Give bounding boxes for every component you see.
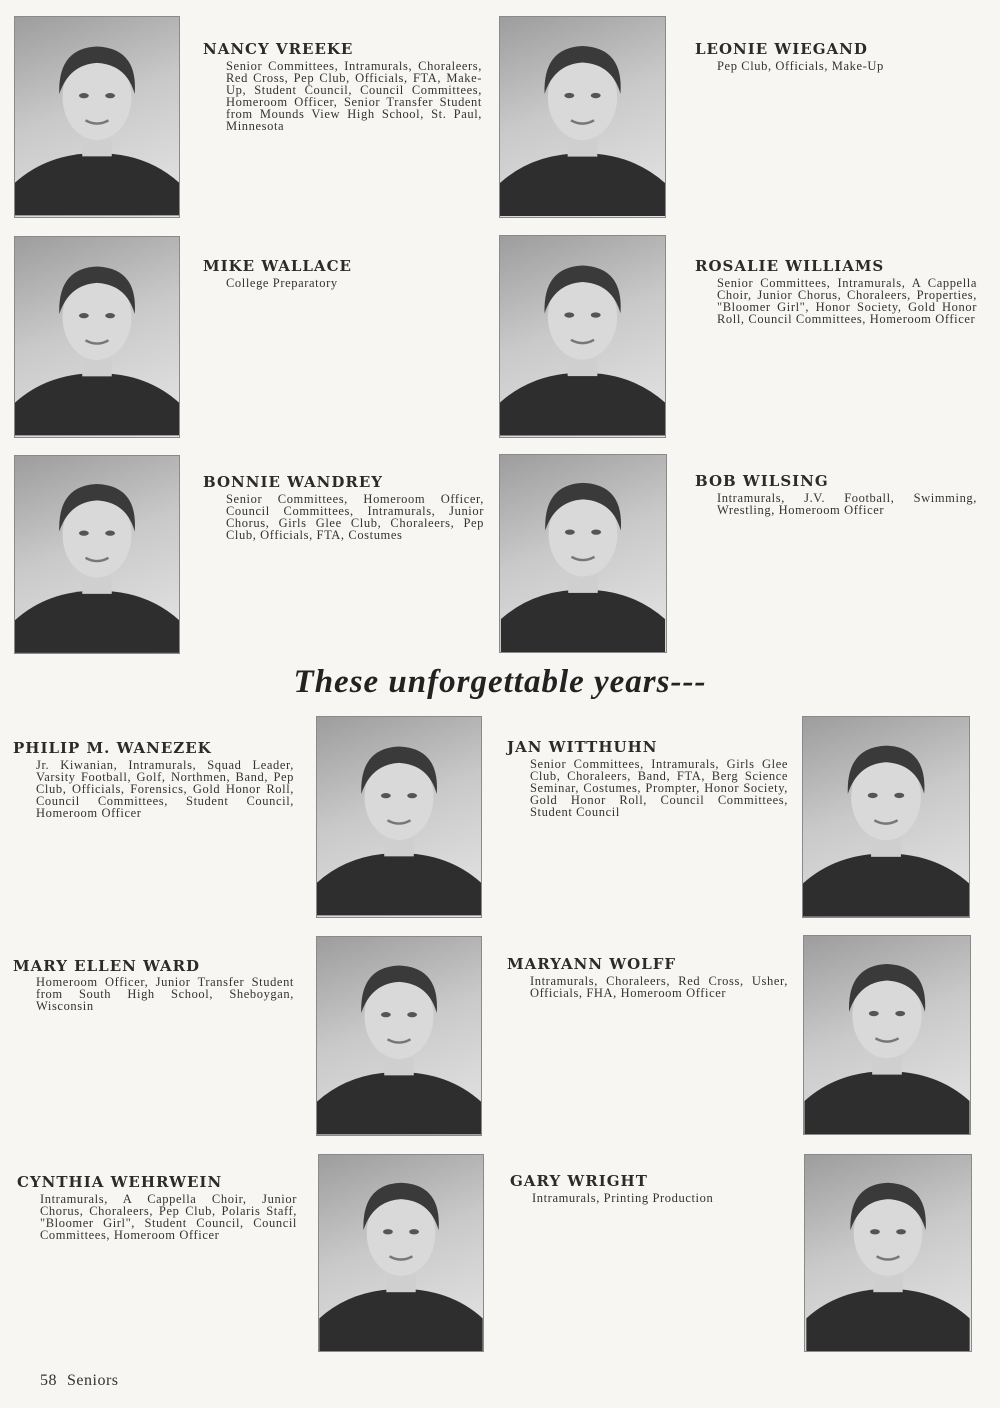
portrait-photo-jan-witthuhn	[802, 716, 970, 918]
portrait-icon	[804, 936, 970, 1134]
senior-name: CYNTHIA WEHRWEIN	[17, 1173, 223, 1191]
senior-name: BOB WILSING	[695, 472, 829, 490]
portrait-icon	[319, 1155, 483, 1351]
senior-activities: Senior Committees, Homeroom Officer, Council Committees, Intramurals, Junior Chorus, Girls Glee Club, Choraleers, Pep Club, Officials, FTA, Costumes	[226, 492, 484, 542]
senior-activities: Homeroom Officer, Junior Transfer Student from South High School, Sheboygan, Wisconsin	[36, 975, 294, 1013]
senior-activities: Senior Committees, Intramurals, Choraleers, Red Cross, Pep Club, Officials, FTA, Make-Up, Student Council, Council Committees, Homeroom Officer, Senior Transfer Student from Mounds View High School, St. Paul, Minnesota	[226, 59, 482, 133]
senior-name: ROSALIE WILLIAMS	[695, 257, 885, 275]
senior-name: LEONIE WIEGAND	[695, 40, 868, 58]
portrait-photo-leonie-wiegand	[499, 16, 666, 218]
portrait-icon	[15, 17, 179, 217]
portrait-photo-nancy-vreeke	[14, 16, 180, 218]
portrait-icon	[805, 1155, 971, 1351]
senior-name: PHILIP M. WANEZEK	[13, 739, 212, 757]
senior-activities: Jr. Kiwanian, Intramurals, Squad Leader, Varsity Football, Golf, Northmen, Band, Pep Club, Officials, Forensics, Gold Honor Roll, Council Committees, Student Council, Homeroom Officer	[36, 758, 294, 820]
senior-activities: Intramurals, A Cappella Choir, Junior Chorus, Choraleers, Pep Club, Polaris Staff, "Bloomer Girl", Student Council, Council Committees, Homeroom Officer	[40, 1192, 297, 1242]
senior-name: BONNIE WANDREY	[203, 473, 383, 491]
portrait-icon	[317, 937, 481, 1135]
senior-name: MARYANN WOLFF	[507, 955, 677, 973]
portrait-photo-rosalie-williams	[499, 235, 666, 438]
page-headline: These unforgettable years---	[293, 664, 707, 700]
portrait-photo-mike-wallace	[14, 236, 180, 438]
portrait-photo-bonnie-wandrey	[14, 455, 180, 654]
senior-activities: Intramurals, Choraleers, Red Cross, Usher, Officials, FHA, Homeroom Officer	[530, 974, 788, 1000]
senior-activities: College Preparatory	[226, 276, 338, 290]
senior-name: MARY ELLEN WARD	[13, 957, 201, 975]
senior-activities: Pep Club, Officials, Make-Up	[717, 59, 884, 73]
portrait-photo-mary-ellen-ward	[316, 936, 482, 1136]
senior-name: MIKE WALLACE	[203, 257, 352, 275]
portrait-photo-maryann-wolff	[803, 935, 971, 1135]
portrait-icon	[500, 17, 665, 217]
portrait-icon	[500, 236, 665, 437]
portrait-photo-gary-wright	[804, 1154, 972, 1352]
portrait-icon	[15, 237, 179, 437]
senior-name: JAN WITTHUHN	[507, 738, 658, 756]
portrait-photo-cynthia-wehrwein	[318, 1154, 484, 1352]
portrait-icon	[803, 717, 969, 917]
portrait-photo-bob-wilsing	[499, 454, 667, 653]
portrait-icon	[317, 717, 481, 917]
senior-activities: Intramurals, Printing Production	[532, 1191, 714, 1205]
page-footer	[40, 1372, 119, 1390]
senior-name: NANCY VREEKE	[203, 40, 354, 58]
senior-activities: Intramurals, J.V. Football, Swimming, Wrestling, Homeroom Officer	[717, 491, 977, 517]
portrait-photo-philip-wanezek	[316, 716, 482, 918]
portrait-icon	[15, 456, 179, 653]
portrait-icon	[500, 455, 666, 652]
page-number: 58	[40, 1372, 57, 1389]
senior-activities: Senior Committees, Intramurals, Girls Glee Club, Choraleers, Band, FTA, Berg Science Seminar, Costumes, Prompter, Honor Society, Gold Honor Roll, Council Committees, Student Council	[530, 757, 788, 819]
senior-activities: Senior Committees, Intramurals, A Cappella Choir, Junior Chorus, Choraleers, Properties, "Bloomer Girl", Honor Society, Gold Honor Roll, Council Committees, Homeroom Officer	[717, 276, 977, 326]
senior-name: GARY WRIGHT	[510, 1172, 648, 1190]
section-label: Seniors	[67, 1372, 119, 1389]
